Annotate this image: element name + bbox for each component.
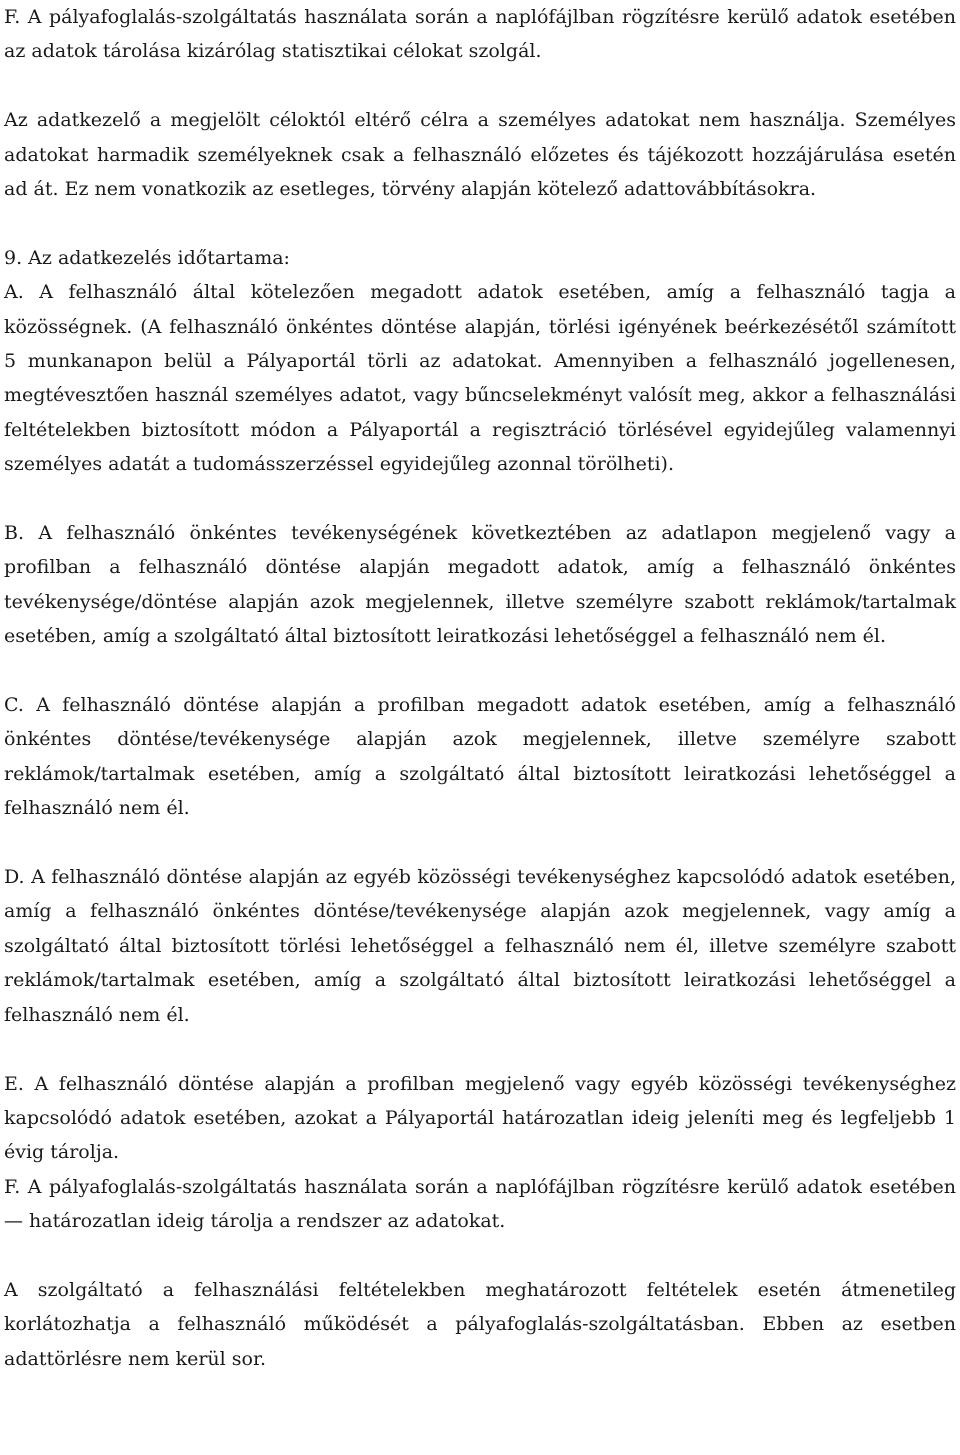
paragraph-spacer <box>4 482 956 516</box>
section-heading-9: 9. Az adatkezelés időtartama: <box>4 246 290 269</box>
paragraph-spacer <box>4 206 956 240</box>
paragraph-spacer <box>4 826 956 860</box>
paragraph-purpose-limitation: Az adatkezelő a megjelölt céloktól eltérő célra a személyes adatokat nem használja. Személyes adatokat harmadik személyeknek csak a felhasználó előzetes és tájékozott hozzájárulása esetén ad át. Ez nem vonatkozik az esetleges, törvény alapján kötelező adattovábbításokra. <box>4 109 956 201</box>
paragraph-spacer <box>4 1032 956 1066</box>
paragraph-c-profile-data: C. A felhasználó döntése alapján a profilban megadott adatok esetében, amíg a felhasználó önkéntes döntése/tevékenysége alapján azok megjelennek, illetve személyre szabott reklámok/tartalmak esetében, amíg a szolgáltató által biztosított leiratkozási lehetőséggel a felhasználó nem él. <box>4 694 956 820</box>
paragraph-e-profile-display: E. A felhasználó döntése alapján a profilban megjelenő vagy egyéb közösségi tevékenységhez kapcsolódó adatok esetében, azokat a Pályaportál határozatlan ideig jeleníti meg és legfeljebb 1 évig tárolja. <box>4 1072 956 1164</box>
paragraph-spacer <box>4 69 956 103</box>
paragraph-spacer <box>4 1239 956 1273</box>
paragraph-b-voluntary-data: B. A felhasználó önkéntes tevékenységének következtében az adatlapon megjelenő vagy a profilban a felhasználó döntése alapján megadott adatok, amíg a felhasználó önkéntes tevékenysége/döntése alapján azok megjelennek, illetve személyre szabott reklámok/tartalmak esetében, amíg a szolgáltató által biztosított leiratkozási lehetőséggel a felhasználó nem él. <box>4 522 956 648</box>
document-page <box>4 0 956 1376</box>
paragraph-d-community-data: D. A felhasználó döntése alapján az egyéb közösségi tevékenységhez kapcsolódó adatok esetében, amíg a felhasználó önkéntes döntése/tevékenysége alapján azok megjelennek, vagy amíg a szolgáltató által biztosított törlési lehetőséggel a felhasználó nem él, illetve személyre szabott reklámok/tartalmak esetében, amíg a szolgáltató által biztosított leiratkozási lehetőséggel a felhasználó nem él. <box>4 866 956 1026</box>
paragraph-spacer <box>4 654 956 688</box>
paragraph-f-statistics: F. A pályafoglalás-szolgáltatás használata során a naplófájlban rögzítésre kerülő adatok esetében az adatok tárolása kizárólag statisztikai célokat szolgál. <box>4 6 956 63</box>
paragraph-a-mandatory-data: A. A felhasználó által kötelezően megadott adatok esetében, amíg a felhasználó tagja a közösségnek. (A felhasználó önkéntes döntése alapján, törlési igényének beérkezésétől számított 5 munkanapon belül a Pályaportál törli az adatokat. Amennyiben a felhasználó jogellenesen, megtévesztően használ személyes adatot, vagy bűncselekményt valósít meg, akkor a felhasználási feltételekben biztosított módon a Pályaportál a regisztráció törlésével egyidejűleg valamennyi személyes adatát a tudomásszerzéssel egyidejűleg azonnal törölheti). <box>4 281 956 476</box>
paragraph-restriction: A szolgáltató a felhasználási feltételekben meghatározott feltételek esetén átmenetileg korlátozhatja a felhasználó működését a pályafoglalás-szolgáltatásban. Ebben az esetben adattörlésre nem kerül sor. <box>4 1278 956 1370</box>
paragraph-f-logfile: F. A pályafoglalás-szolgáltatás használata során a naplófájlban rögzítésre kerülő adatok esetében— határozatlan ideig tárolja a rendszer az adatokat. <box>4 1175 956 1233</box>
